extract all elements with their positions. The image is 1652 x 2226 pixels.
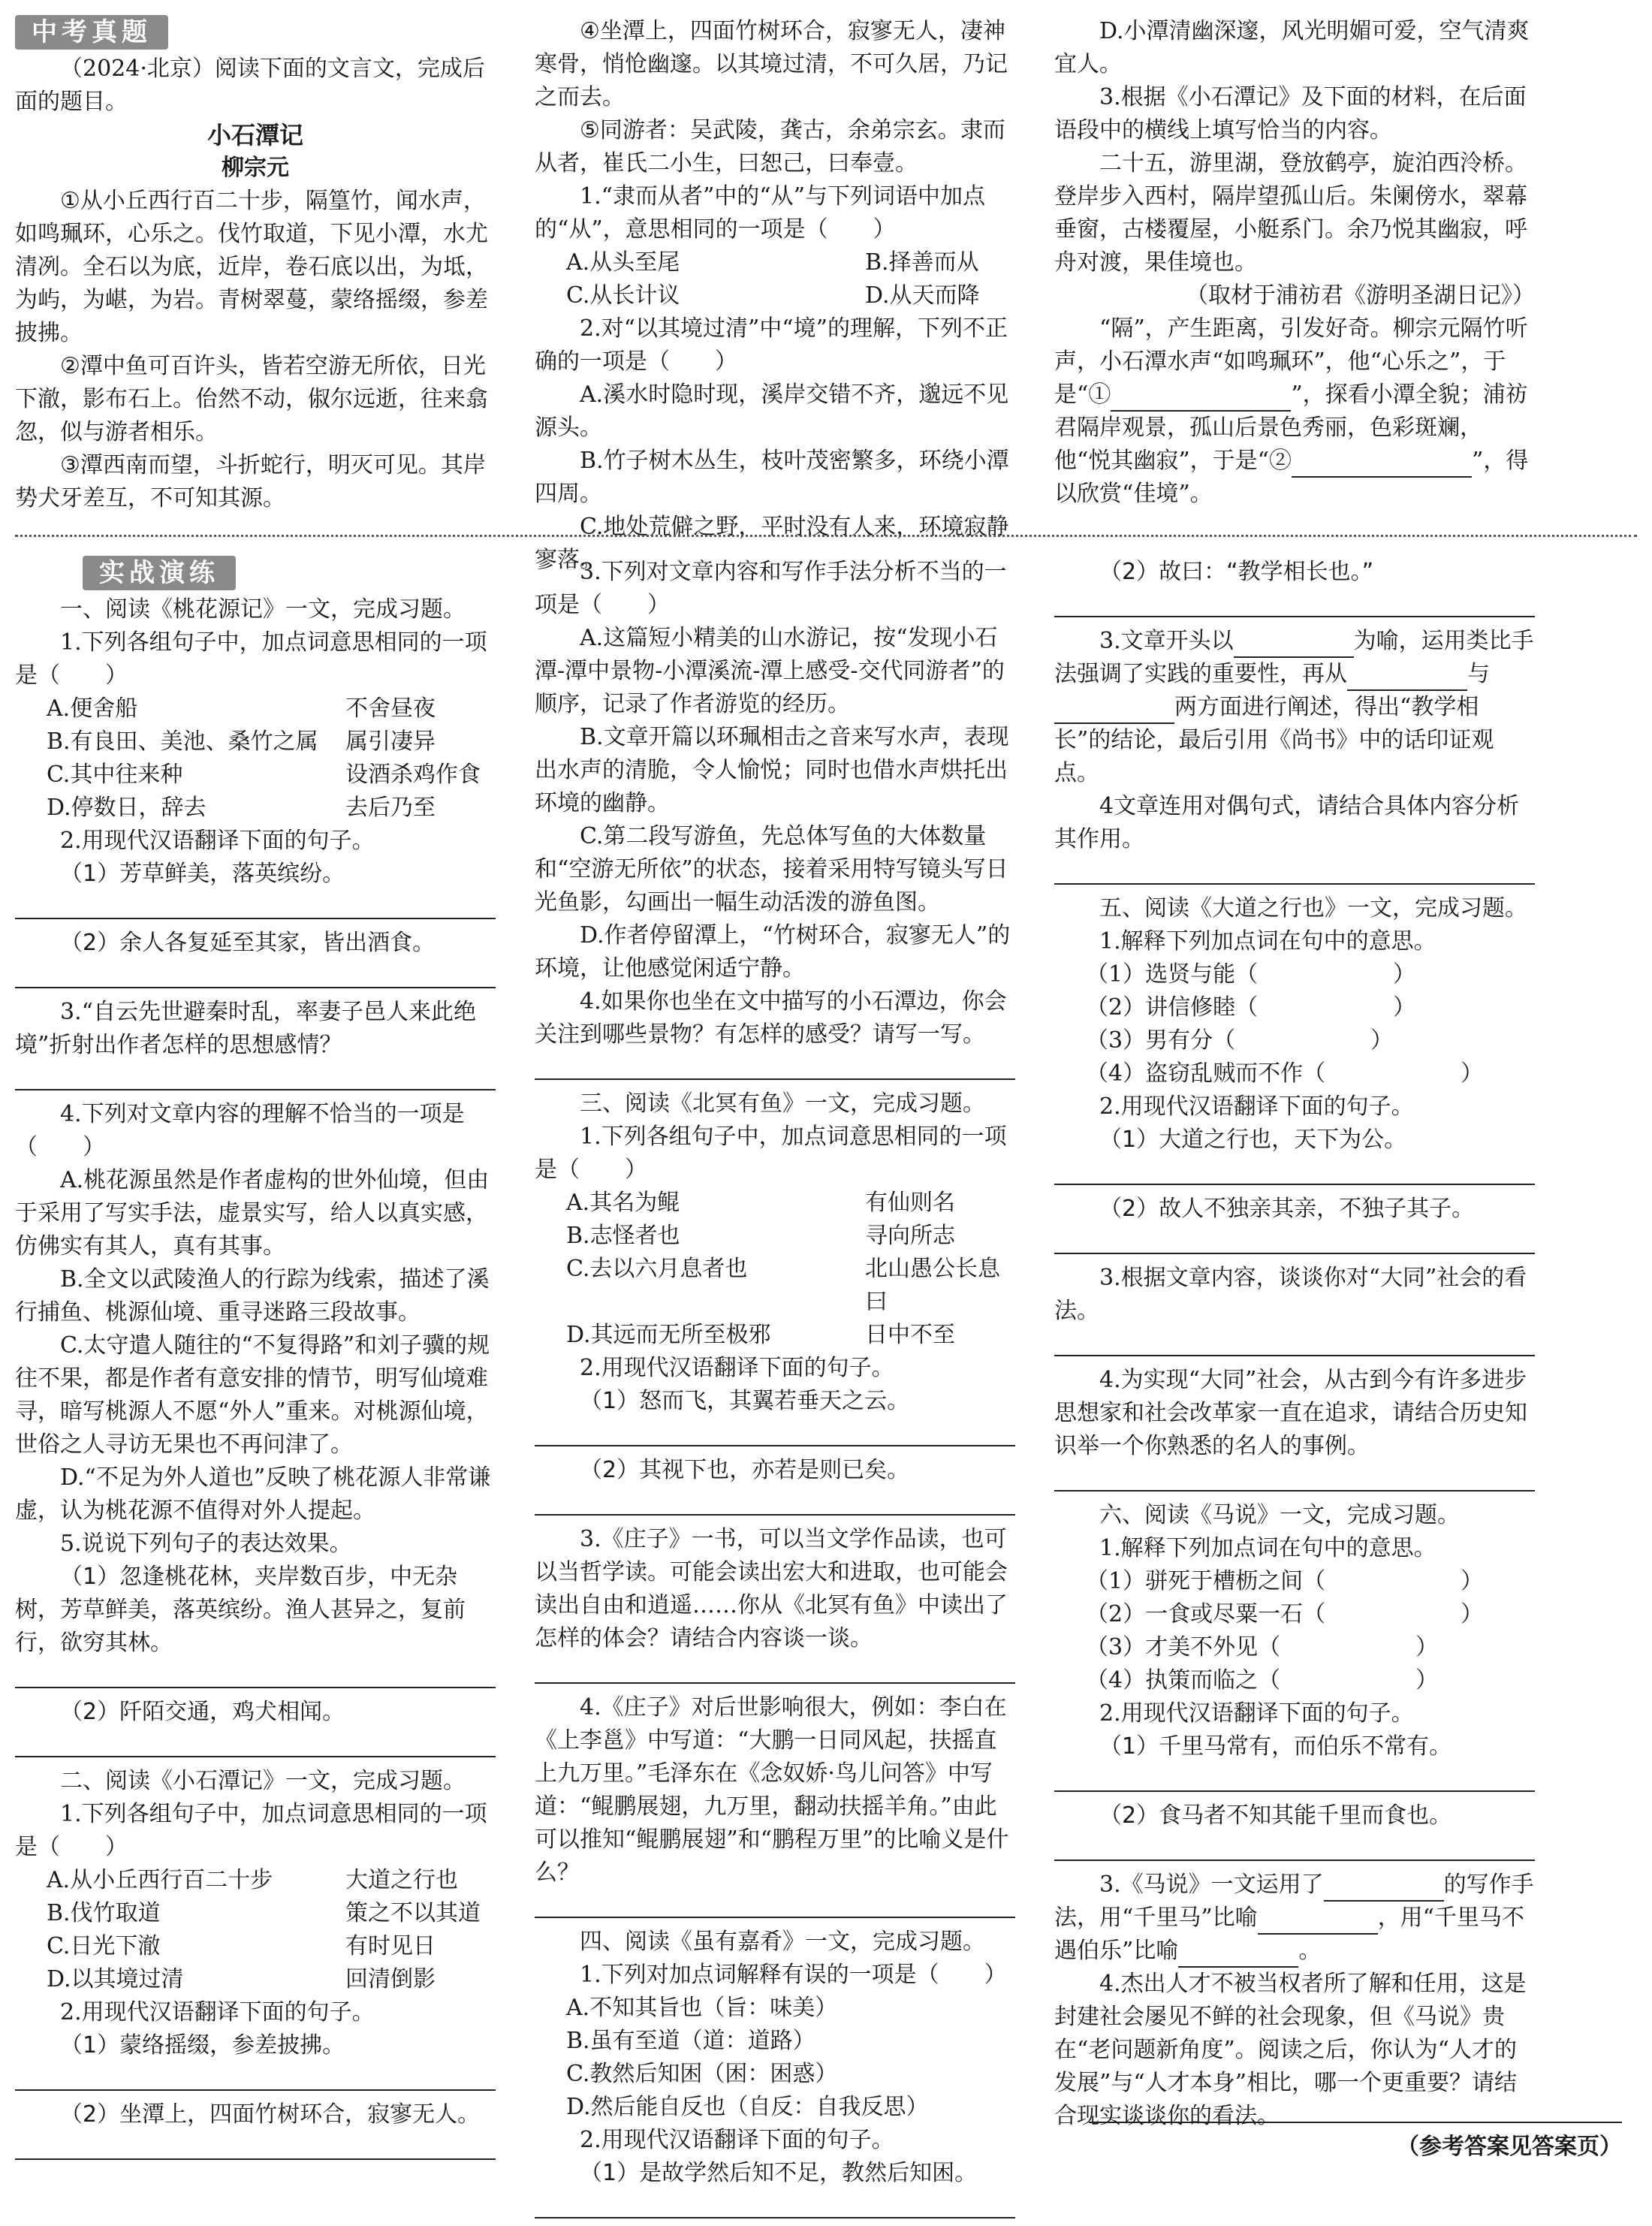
s1-title: 一、阅读《桃花源记》一文，完成习题。 (60, 596, 466, 623)
s4-q1-b: B.虽有至道（道：道路） (566, 2028, 815, 2054)
s4-q2: 2.用现代汉语翻译下面的句子。 (580, 2127, 894, 2153)
s3-q2-2: （2）其视下也，亦若是则已矣。 (580, 1457, 910, 1483)
fill-blank[interactable] (1258, 1911, 1378, 1935)
exam-q2-b: B.竹子树木丛生，枝叶茂密繁多，环绕小潭四周。 (535, 448, 1009, 507)
s1-q2: 2.用现代汉语翻译下面的句子。 (60, 828, 375, 854)
exam-q1-options-row1: A.从头至尾 B.择善而从 (566, 249, 979, 276)
answer-line[interactable] (15, 2067, 496, 2091)
answer-line[interactable] (535, 1422, 1015, 1446)
fill-blank[interactable] (1324, 1878, 1444, 1902)
s6-q2-2: （2）食马者不知其能千里而食也。 (1099, 1802, 1452, 1829)
fill-blank[interactable] (1178, 1944, 1298, 1968)
s6-q3: 3.《马说》一文运用了 的写作手法，用“千里马”比喻 ，用“千里马不遇伯乐”比喻 。 (1054, 1869, 1535, 1968)
s3-q1: 1.下列各组句子中，加点词意思相同的一项是（ ） (535, 1124, 1007, 1183)
essay-para-4: ④坐潭上，四面竹树环合，寂寥无人，凄神寒骨，悄怆幽邃。以其境过清，不可久居，乃记之而去。 (535, 18, 1008, 110)
s1-q5-2: （2）阡陌交通，鸡犬相闻。 (60, 1699, 345, 1725)
section-divider (15, 535, 1637, 537)
answer-line[interactable] (1054, 1467, 1535, 1492)
fill-blank[interactable] (1054, 700, 1174, 724)
answer-line[interactable] (15, 2136, 496, 2160)
s6-q2: 2.用现代汉语翻译下面的句子。 (1099, 1700, 1414, 1727)
answer-line[interactable] (535, 1894, 1015, 1918)
exam-fill-paragraph: “隔”，产生距离，引发好奇。柳宗元隔竹听声，小石潭水声“如鸣珮环”，他“心乐之”，于是“① ”，探看小潭全貌；浦祊君隔岸观景，孤山后景色秀丽，色彩斑斓，他“悦其幽寂”，于是“② ”，得以欣赏“佳境”。 (1054, 315, 1529, 507)
exam-source: （取材于浦祊君《游明圣湖日记》） (1186, 282, 1535, 309)
answer-line[interactable] (1054, 1161, 1535, 1185)
exam-q1-options-row2: C.从长计议 D.从天而降 (566, 282, 980, 309)
s5-q4: 4.为实现“大同”社会，从古到今有许多进步思想家和社会改革家一直在追求，请结合历史知识举一个你熟悉的名人的事例。 (1054, 1367, 1527, 1459)
exam-q2: 2.对“以其境过清”中“境”的理解，下列不正确的一项是（ ） (535, 315, 1008, 375)
answer-line[interactable] (15, 1733, 496, 1757)
s4-q1-c: C.教然后知困（困：困惑） (566, 2061, 838, 2087)
s1-q2-1: （1）芳草鲜美，落英缤纷。 (60, 861, 345, 887)
essay-para-5: ⑤同游者：吴武陵，龚古，余弟宗玄。隶而从者，崔氏二小生，曰恕己，曰奉壹。 (535, 117, 1005, 176)
s3-title: 三、阅读《北冥有鱼》一文，完成习题。 (580, 1090, 985, 1117)
s1-q1-pair: A.便舍船 不舍昼夜 (47, 695, 436, 722)
essay-title: 小石潭记 (206, 121, 303, 149)
s3-q1-pair: A.其名为鲲 有仙则名 (566, 1190, 955, 1216)
s2-q4: 4.如果你也坐在文中描写的小石潭边，你会关注到哪些景物？有怎样的感受？请写一写。 (535, 988, 1007, 1048)
s1-q4: 4.下列对文章内容的理解不恰当的一项是（ ） (15, 1101, 465, 1160)
s1-q4-a: A.桃花源虽然是作者虚构的世外仙境，但由于采用了写实手法，虚景实写，给人以真实感，仿佛实有其人，真有其事。 (15, 1167, 490, 1259)
s1-q4-c: C.太守遣人随往的“不复得路”和刘子骥的规往不果，都是作者有意安排的情节，明写仙境难寻，暗写桃源人不愿“外人”重来。对桃源仙境，世俗之人寻访无果也不再问津了。 (15, 1332, 490, 1458)
s2-q1-pair: A.从小丘西行百二十步 大道之行也 (47, 1867, 458, 1893)
answer-line[interactable] (1054, 1230, 1535, 1254)
exam-material: 二十五，游里湖，登放鹤亭，旋泊西泠桥。登岸步入西村，隔岸望孤山后。朱阑傍水，翠幕垂窗，古楼覆屋，小艇系门。余乃悦其幽寂，呼舟对渡，果佳境也。 (1054, 150, 1527, 276)
s4-q3: 3.文章开头以 为喻，运用类比手法强调了实践的重要性，再从 与两方面进行阐述，得出“教学相长”的结论，最后引用《尚书》中的话印证观点。 (1054, 628, 1534, 786)
bottom-middle-column (535, 556, 1015, 2226)
top-right-column (1054, 15, 1535, 511)
top-middle-column (535, 15, 1015, 577)
exam-q3: 3.根据《小石潭记》及下面的材料，在后面语段中的横线上填写恰当的内容。 (1054, 84, 1527, 143)
s5-q2: 2.用现代汉语翻译下面的句子。 (1099, 1093, 1414, 1120)
s5-q1: 1.解释下列加点词在句中的意思。 (1099, 928, 1436, 955)
s5-q1-item: （2）讲信修睦（ ） (1086, 994, 1416, 1021)
answer-line[interactable] (1054, 1332, 1535, 1356)
s3-q1-pair: C.去以六月息者也 北山愚公长息曰 (566, 1256, 1000, 1315)
s1-q2-2: （2）余人各复延至其家，皆出酒食。 (60, 930, 436, 956)
s1-q5-1: （1）忽逢桃花林，夹岸数百步，中无杂树，芳草鲜美，落英缤纷。渔人甚异之，复前行，欲穷其林。 (15, 1564, 466, 1656)
bottom-right-column (1054, 556, 1535, 2133)
s4-q1: 1.下列对加点词解释有误的一项是（ ） (580, 1962, 1007, 1988)
s2-q3-a: A.这篇短小精美的山水游记，按“发现小石潭-潭中景物-小潭溪流-潭上感受-交代同游者”的顺序，记录了作者游览的经历。 (535, 625, 1005, 717)
answer-line[interactable] (15, 1664, 496, 1688)
s4-q2-1: （1）是故学然后知不足，教然后知困。 (580, 2160, 978, 2186)
s1-q5: 5.说说下列句子的表达效果。 (60, 1531, 352, 1557)
s6-q4: 4.杰出人才不被当权者所了解和任用，这是封建社会屡见不鲜的社会现象，但《马说》贵在“老问题新角度”。阅读之后，你认为“人才的发展”与“人才本身”相比，哪一个更重要？请结合现实谈谈你的看法。 (1054, 1971, 1527, 2129)
answer-line[interactable] (535, 1492, 1015, 1516)
s2-q3-d: D.作者停留潭上，“竹树环合，寂寥无人”的环境，让他感觉闲适宁静。 (535, 922, 1011, 982)
exam-q2-a: A.溪水时隐时现，溪岸交错不齐，邈远不见源头。 (535, 382, 1009, 441)
answer-line[interactable] (1054, 1837, 1535, 1861)
s2-q1-pair: D.以其境过清 回清倒影 (47, 1966, 436, 1992)
s5-q1-item: （3）男有分（ ） (1086, 1027, 1394, 1054)
top-left-column (15, 15, 496, 515)
answer-line[interactable] (535, 1056, 1015, 1080)
s3-q4: 4.《庄子》对后世影响很大，例如：李白在《上李邕》中写道：“大鹏一日同风起，扶摇直上九万里。”毛泽东在《念奴娇·鸟儿问答》中写道：“鲲鹏展翅，九万里，翻动扶摇羊角。”由此可以推知“鲲鹏展翅”和“鹏程万里”的比喻义是什么？ (535, 1694, 1009, 1886)
s2-q2-2: （2）坐潭上，四面竹树环合，寂寥无人。 (60, 2101, 481, 2128)
s3-q2: 2.用现代汉语翻译下面的句子。 (580, 1355, 894, 1381)
s6-q1-item: （4）执策而临之（ ） (1086, 1667, 1439, 1694)
fill-blank-2[interactable] (1292, 454, 1472, 478)
s2-q1-pair: B.伐竹取道 策之不以其道 (47, 1900, 481, 1926)
exam-q2-c: C.地处荒僻之野，平时没有人来，环境寂静寥落。 (535, 514, 1009, 573)
s3-q1-pair: D.其远而无所至极邪 日中不至 (566, 1322, 955, 1348)
exam-q2-d: D.小潭清幽深邃，风光明媚可爱，空气清爽宜人。 (1054, 18, 1530, 77)
s1-q4-b: B.全文以武陵渔人的行踪为线索，描述了溪行捕鱼、桃源仙境、重寻迷路三段故事。 (15, 1266, 490, 1326)
s4-title: 四、阅读《虽有嘉肴》一文，完成习题。 (580, 1929, 985, 1955)
answer-line[interactable] (1054, 593, 1535, 617)
s5-q1-item: （1）选贤与能（ ） (1086, 961, 1416, 988)
s6-title: 六、阅读《马说》一文，完成习题。 (1099, 1502, 1460, 1528)
s1-q1-pair: C.其中往来种 设酒杀鸡作食 (47, 762, 481, 788)
s2-q2-1: （1）蒙络摇缀，参差披拂。 (60, 2032, 345, 2059)
answer-line[interactable] (535, 1660, 1015, 1684)
s2-q3-c: C.第二段写游鱼，先总体写鱼的大体数量和“空游无所依”的状态，接着采用特写镜头写日光鱼影，勾画出一幅生动活泼的游鱼图。 (535, 823, 1008, 915)
s2-q1: 1.下列各组句子中，加点词意思相同的一项是（ ） (15, 1801, 487, 1860)
essay-para-3: ③潭西南而望，斗折蛇行，明灭可见。其岸势犬牙差互，不可知其源。 (15, 452, 486, 511)
exam-intro: （2024·北京）阅读下面的文言文，完成后面的题目。 (15, 56, 485, 115)
s6-q1-item: （2）一食或尽粟一石（ ） (1086, 1601, 1484, 1627)
footer-answer-line[interactable] (1089, 2122, 1622, 2123)
s6-q1-item: （1）骈死于槽枥之间（ ） (1086, 1568, 1484, 1594)
s4-q4: 4文章连用对偶句式，请结合具体内容分析其作用。 (1054, 793, 1520, 852)
s6-q2-1: （1）千里马常有，而伯乐不常有。 (1099, 1733, 1452, 1760)
s5-q2-1: （1）大道之行也，天下为公。 (1099, 1127, 1407, 1153)
essay-author: 柳宗元 (222, 155, 289, 181)
s2-q2: 2.用现代汉语翻译下面的句子。 (60, 1999, 375, 2025)
s5-q3: 3.根据文章内容，谈谈你对“大同”社会的看法。 (1054, 1265, 1527, 1324)
s2-q3-b: B.文章开篇以环珮相击之音来写水声，表现出水声的清脆，令人愉悦；同时也借水声烘托出环境的幽静。 (535, 724, 1009, 816)
s1-q1: 1.下列各组句子中，加点词意思相同的一项是（ ） (15, 629, 487, 689)
s4-q1-d: D.然后能自反也（自反：自我反思） (566, 2094, 929, 2120)
s1-q4-d: D.“不足为外人道也”反映了桃花源人非常谦虚，认为桃花源不值得对外人提起。 (15, 1464, 491, 1524)
exam-q1: 1.“隶而从者”中的“从”与下列词语中加点的“从”，意思相同的一项是（ ） (535, 183, 985, 243)
s4-q2-2: （2）故曰：“教学相长也。” (1099, 559, 1374, 585)
s5-q2-2: （2）故人不独亲其亲，不独子其子。 (1099, 1196, 1475, 1222)
s3-q1-pair: B.志怪者也 寻向所志 (566, 1223, 955, 1249)
s2-q1-pair: C.日光下澈 有时见日 (47, 1933, 436, 1959)
s5-title: 五、阅读《大道之行也》一文，完成习题。 (1099, 895, 1527, 921)
exam-badge: 中考真题 (15, 15, 168, 50)
s1-q1-pair: D.停数日，辞去 去后乃至 (47, 795, 436, 821)
s5-q1-item: （4）盗窃乱贼而不作（ ） (1086, 1060, 1484, 1087)
answer-line[interactable] (1054, 1768, 1535, 1792)
fill-blank[interactable] (1234, 634, 1354, 658)
footer-note: （参考答案见答案页） (1397, 2134, 1622, 2160)
answer-line[interactable] (15, 964, 496, 988)
answer-line[interactable] (535, 2194, 1015, 2218)
answer-line[interactable] (15, 895, 496, 919)
s2-q3: 3.下列对文章内容和写作手法分析不当的一项是（ ） (535, 559, 1007, 618)
s6-q1: 1.解释下列加点词在句中的意思。 (1099, 1535, 1436, 1561)
fill-blank-1[interactable] (1111, 388, 1291, 412)
s3-q3: 3.《庄子》一书，可以当文学作品读，也可以当哲学读。可能会读出宏大和进取，也可能会读出自由和逍遥……你从《北冥有鱼》中读出了怎样的体会？请结合内容谈一谈。 (535, 1526, 1008, 1651)
fill-blank[interactable] (1347, 667, 1467, 691)
essay-para-2: ②潭中鱼可百许头，皆若空游无所依，日光下澈，影布石上。佁然不动，俶尔远逝，往来翕忽，似与游者相乐。 (15, 353, 488, 445)
answer-line[interactable] (1054, 861, 1535, 885)
s1-q3: 3.“自云先世避秦时乱，率妻子邑人来此绝境”折射出作者怎样的思想感情？ (15, 999, 476, 1058)
s6-q1-item: （3）才美不外见（ ） (1086, 1634, 1439, 1660)
bottom-left-column (15, 556, 496, 2167)
s1-q1-pair: B.有良田、美池、桑竹之属 属引凄异 (47, 728, 436, 755)
essay-para-1: ①从小丘西行百二十步，隔篁竹，闻水声，如鸣珮环，心乐之。伐竹取道，下见小潭，水尤清冽。全石以为底，近岸，卷石底以出，为坻，为屿，为嵁，为岩。青树翠蔓，蒙络摇缀，参差披拂。 (15, 188, 488, 346)
s3-q2-1: （1）怒而飞，其翼若垂天之云。 (580, 1388, 910, 1414)
practice-badge: 实战演练 (83, 556, 236, 590)
s2-title: 二、阅读《小石潭记》一文，完成习题。 (60, 1768, 466, 1794)
answer-line[interactable] (15, 1066, 496, 1090)
s4-q1-a: A.不知其旨也（旨：味美） (566, 1995, 838, 2021)
